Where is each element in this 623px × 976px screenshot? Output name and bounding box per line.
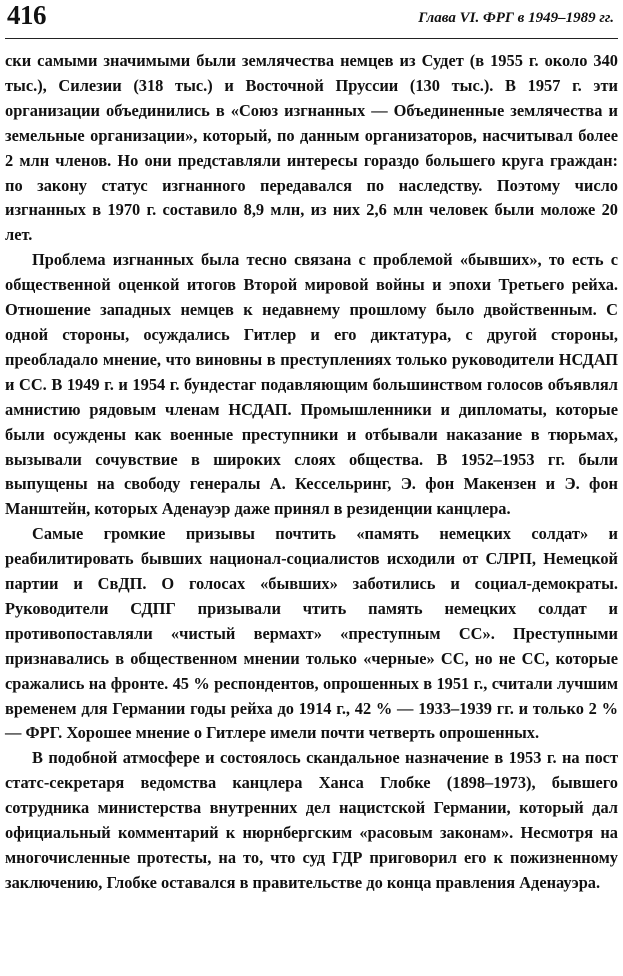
running-head: Глава VI. ФРГ в 1949–1989 гг. xyxy=(418,10,614,26)
paragraph-1: ски самыми значимыми были землячества немцев из Судет (в 1955 г. около 340 тыс.), Силезии (318 тыс.) и Восточной Пруссии (130 тыс.). В 1957 г. эти организации объединились в «Союз изгнанных — Объединенные землячества и земельные организации», который, по данным организаторов, насчитывал более 2 млн членов. Но они представляли интересы гораздо большего круга граждан: по закону статус изгнанного передавался по наследству. Поэтому число изгнанных в 1970 г. составило 8,9 млн, из них 2,6 млн человек были моложе 20 лет. xyxy=(5,51,618,245)
body-text xyxy=(5,49,618,896)
page-header xyxy=(5,0,618,39)
paragraph-3: Самые громкие призывы почтить «память немецких солдат» и реабилитировать бывших национал-социалистов исходили от СЛРП, Немецкой партии и СвДП. О голосах «бывших» заботились и социал-демократы. Руководители СДПГ призывали чтить память немецких солдат и противопоставляли «чистый вермахт» «преступным СС». Преступными признавались в общественном мнении только «черные» СС, но не СС, которые сражались на фронте. 45 % респондентов, опрошенных в 1951 г., считали лучшим временем для Германии годы рейха до 1914 г., 42 % — 1933–1939 гг. и только 2 % — ФРГ. Хорошее мнение о Гитлере имели почти четверть опрошенных. xyxy=(5,524,618,743)
paragraph-2: Проблема изгнанных была тесно связана с проблемой «бывших», то есть с общественной оценкой итогов Второй мировой войны и эпохи Третьего рейха. Отношение западных немцев к недавнему прошлому было двойственным. С одной стороны, осуждались Гитлер и его диктатура, с другой стороны, преобладало мнение, что виновны в преступлениях только руководители НСДАП и СС. В 1949 г. и 1954 г. бундестаг подавляющим большинством голосов объявлял амнистию рядовым членам НСДАП. Промышленники и дипломаты, которые были осуждены как военные преступники и отбывали наказание в тюрьмах, вызывали сочувствие в широких слоях общества. В 1952–1953 гг. были выпущены на свободу генералы А. Кессельринг, Э. фон Макензен и Э. фон Манштейн, которых Аденауэр даже принял в резиденции канцлера. xyxy=(5,250,618,519)
page-number: 416 xyxy=(7,0,46,30)
paragraph-4: В подобной атмосфере и состоялось скандальное назначение в 1953 г. на пост статс-секретаря ведомства канцлера Ханса Глобке (1898–1973), бывшего сотрудника министерства внутренних дел нацистской Германии, который дал официальный комментарий к нюрнбергским «расовым законам». Несмотря на многочисленные протесты, на то, что суд ГДР приговорил его к пожизненному заключению, Глобке оставался в правительстве до конца правления Аденауэра. xyxy=(5,748,618,892)
